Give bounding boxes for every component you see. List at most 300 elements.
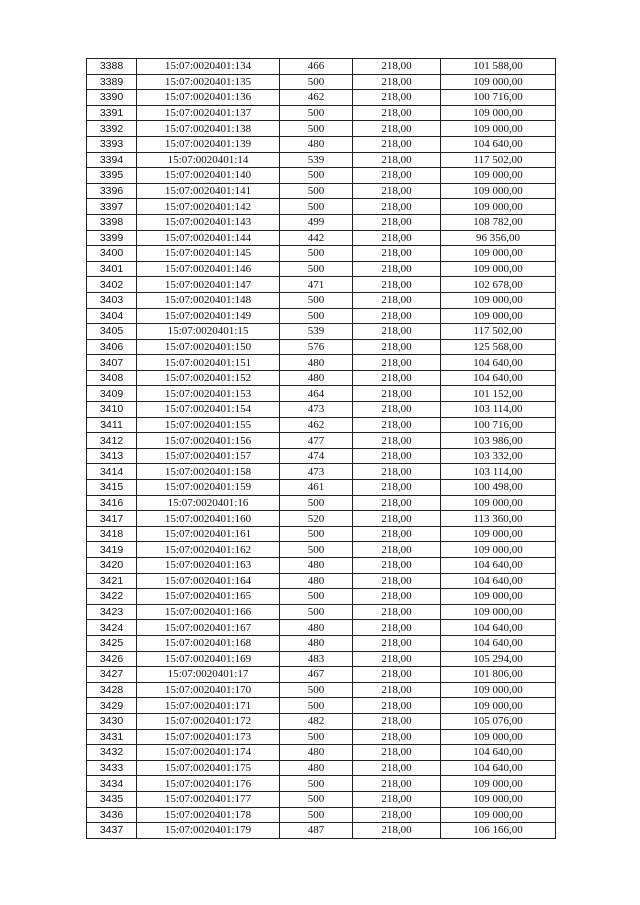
cadastral-number-cell: 15:07:0020401:138	[137, 121, 280, 137]
table-row	[87, 791, 556, 807]
row-number-cell: 3432	[87, 745, 137, 761]
amount-cell: 106 166,00	[441, 823, 556, 839]
row-number-cell: 3402	[87, 277, 137, 293]
cadastral-number-cell: 15:07:0020401:134	[137, 59, 280, 75]
area-cell: 466	[280, 59, 353, 75]
row-number-cell: 3422	[87, 589, 137, 605]
row-number-cell: 3412	[87, 433, 137, 449]
area-cell: 480	[280, 745, 353, 761]
table-row	[87, 729, 556, 745]
cadastral-number-cell: 15:07:0020401:171	[137, 698, 280, 714]
row-number-cell: 3429	[87, 698, 137, 714]
cadastral-number-cell: 15:07:0020401:167	[137, 620, 280, 636]
cadastral-number-cell: 15:07:0020401:153	[137, 386, 280, 402]
area-cell: 500	[280, 589, 353, 605]
area-cell: 462	[280, 417, 353, 433]
rate-cell: 218,00	[353, 745, 441, 761]
row-number-cell: 3390	[87, 90, 137, 106]
cadastral-number-cell: 15:07:0020401:161	[137, 526, 280, 542]
amount-cell: 109 000,00	[441, 121, 556, 137]
area-cell: 487	[280, 823, 353, 839]
area-cell: 500	[280, 121, 353, 137]
row-number-cell: 3436	[87, 807, 137, 823]
rate-cell: 218,00	[353, 370, 441, 386]
row-number-cell: 3395	[87, 168, 137, 184]
area-cell: 480	[280, 370, 353, 386]
area-cell: 500	[280, 807, 353, 823]
row-number-cell: 3418	[87, 526, 137, 542]
row-number-cell: 3394	[87, 152, 137, 168]
amount-cell: 105 294,00	[441, 651, 556, 667]
row-number-cell: 3409	[87, 386, 137, 402]
table-row	[87, 511, 556, 527]
table-row	[87, 604, 556, 620]
area-cell: 480	[280, 136, 353, 152]
table-row	[87, 682, 556, 698]
cadastral-number-cell: 15:07:0020401:15	[137, 324, 280, 340]
rate-cell: 218,00	[353, 480, 441, 496]
area-cell: 473	[280, 402, 353, 418]
table-row	[87, 698, 556, 714]
table-row	[87, 261, 556, 277]
table-row	[87, 480, 556, 496]
area-cell: 500	[280, 604, 353, 620]
area-cell: 474	[280, 448, 353, 464]
rate-cell: 218,00	[353, 199, 441, 215]
rate-cell: 218,00	[353, 214, 441, 230]
table-row	[87, 246, 556, 262]
area-cell: 464	[280, 386, 353, 402]
row-number-cell: 3392	[87, 121, 137, 137]
row-number-cell: 3425	[87, 635, 137, 651]
table-row	[87, 355, 556, 371]
row-number-cell: 3428	[87, 682, 137, 698]
rate-cell: 218,00	[353, 760, 441, 776]
area-cell: 480	[280, 573, 353, 589]
area-cell: 539	[280, 152, 353, 168]
area-cell: 500	[280, 168, 353, 184]
rate-cell: 218,00	[353, 495, 441, 511]
amount-cell: 109 000,00	[441, 495, 556, 511]
amount-cell: 109 000,00	[441, 74, 556, 90]
cadastral-number-cell: 15:07:0020401:148	[137, 292, 280, 308]
cadastral-number-cell: 15:07:0020401:163	[137, 558, 280, 574]
cadastral-number-cell: 15:07:0020401:170	[137, 682, 280, 698]
table-row	[87, 558, 556, 574]
row-number-cell: 3424	[87, 620, 137, 636]
amount-cell: 117 502,00	[441, 324, 556, 340]
table-row	[87, 417, 556, 433]
table-row	[87, 168, 556, 184]
cadastral-number-cell: 15:07:0020401:159	[137, 480, 280, 496]
rate-cell: 218,00	[353, 105, 441, 121]
area-cell: 499	[280, 214, 353, 230]
rate-cell: 218,00	[353, 589, 441, 605]
row-number-cell: 3408	[87, 370, 137, 386]
table-row	[87, 713, 556, 729]
table-row	[87, 776, 556, 792]
cadastral-number-cell: 15:07:0020401:166	[137, 604, 280, 620]
row-number-cell: 3389	[87, 74, 137, 90]
table-row	[87, 651, 556, 667]
cadastral-number-cell: 15:07:0020401:146	[137, 261, 280, 277]
area-cell: 500	[280, 74, 353, 90]
rate-cell: 218,00	[353, 698, 441, 714]
amount-cell: 113 360,00	[441, 511, 556, 527]
amount-cell: 109 000,00	[441, 542, 556, 558]
amount-cell: 101 152,00	[441, 386, 556, 402]
rate-cell: 218,00	[353, 355, 441, 371]
table-row	[87, 526, 556, 542]
rate-cell: 218,00	[353, 682, 441, 698]
table-row	[87, 760, 556, 776]
amount-cell: 104 640,00	[441, 558, 556, 574]
amount-cell: 109 000,00	[441, 682, 556, 698]
row-number-cell: 3406	[87, 339, 137, 355]
amount-cell: 109 000,00	[441, 246, 556, 262]
row-number-cell: 3434	[87, 776, 137, 792]
area-cell: 473	[280, 464, 353, 480]
cadastral-number-cell: 15:07:0020401:152	[137, 370, 280, 386]
cadastral-number-cell: 15:07:0020401:151	[137, 355, 280, 371]
rate-cell: 218,00	[353, 74, 441, 90]
amount-cell: 109 000,00	[441, 776, 556, 792]
rate-cell: 218,00	[353, 776, 441, 792]
amount-cell: 109 000,00	[441, 526, 556, 542]
amount-cell: 109 000,00	[441, 604, 556, 620]
amount-cell: 109 000,00	[441, 807, 556, 823]
rate-cell: 218,00	[353, 823, 441, 839]
rate-cell: 218,00	[353, 183, 441, 199]
table-row	[87, 199, 556, 215]
amount-cell: 117 502,00	[441, 152, 556, 168]
table-row	[87, 807, 556, 823]
table-row	[87, 495, 556, 511]
table-row	[87, 183, 556, 199]
amount-cell: 109 000,00	[441, 698, 556, 714]
amount-cell: 109 000,00	[441, 261, 556, 277]
cadastral-number-cell: 15:07:0020401:150	[137, 339, 280, 355]
amount-cell: 104 640,00	[441, 370, 556, 386]
amount-cell: 104 640,00	[441, 620, 556, 636]
table-row	[87, 620, 556, 636]
table-row	[87, 74, 556, 90]
table-row	[87, 90, 556, 106]
table-row	[87, 59, 556, 75]
amount-cell: 103 114,00	[441, 464, 556, 480]
cadastral-number-cell: 15:07:0020401:179	[137, 823, 280, 839]
cadastral-number-cell: 15:07:0020401:172	[137, 713, 280, 729]
rate-cell: 218,00	[353, 136, 441, 152]
area-cell: 480	[280, 635, 353, 651]
cadastral-number-cell: 15:07:0020401:176	[137, 776, 280, 792]
area-cell: 500	[280, 105, 353, 121]
cadastral-number-cell: 15:07:0020401:149	[137, 308, 280, 324]
area-cell: 442	[280, 230, 353, 246]
table-row	[87, 214, 556, 230]
table-row	[87, 589, 556, 605]
area-cell: 500	[280, 791, 353, 807]
cadastral-number-cell: 15:07:0020401:143	[137, 214, 280, 230]
cadastral-number-cell: 15:07:0020401:144	[137, 230, 280, 246]
table-row	[87, 277, 556, 293]
area-cell: 500	[280, 199, 353, 215]
cadastral-number-cell: 15:07:0020401:162	[137, 542, 280, 558]
row-number-cell: 3404	[87, 308, 137, 324]
cadastral-number-cell: 15:07:0020401:17	[137, 667, 280, 683]
amount-cell: 96 356,00	[441, 230, 556, 246]
area-cell: 500	[280, 261, 353, 277]
row-number-cell: 3416	[87, 495, 137, 511]
area-cell: 480	[280, 355, 353, 371]
rate-cell: 218,00	[353, 417, 441, 433]
area-cell: 500	[280, 776, 353, 792]
table-row	[87, 667, 556, 683]
amount-cell: 103 332,00	[441, 448, 556, 464]
rate-cell: 218,00	[353, 620, 441, 636]
amount-cell: 103 986,00	[441, 433, 556, 449]
area-cell: 576	[280, 339, 353, 355]
rate-cell: 218,00	[353, 168, 441, 184]
area-cell: 500	[280, 308, 353, 324]
rate-cell: 218,00	[353, 277, 441, 293]
area-cell: 500	[280, 495, 353, 511]
table-row	[87, 464, 556, 480]
cadastral-number-cell: 15:07:0020401:142	[137, 199, 280, 215]
row-number-cell: 3400	[87, 246, 137, 262]
area-cell: 520	[280, 511, 353, 527]
row-number-cell: 3426	[87, 651, 137, 667]
cadastral-number-cell: 15:07:0020401:158	[137, 464, 280, 480]
rate-cell: 218,00	[353, 651, 441, 667]
table-row	[87, 308, 556, 324]
amount-cell: 103 114,00	[441, 402, 556, 418]
table-row	[87, 386, 556, 402]
amount-cell: 104 640,00	[441, 573, 556, 589]
rate-cell: 218,00	[353, 324, 441, 340]
rate-cell: 218,00	[353, 791, 441, 807]
amount-cell: 109 000,00	[441, 168, 556, 184]
area-cell: 483	[280, 651, 353, 667]
area-cell: 461	[280, 480, 353, 496]
cadastral-number-cell: 15:07:0020401:174	[137, 745, 280, 761]
table-row	[87, 370, 556, 386]
row-number-cell: 3403	[87, 292, 137, 308]
cadastral-number-cell: 15:07:0020401:137	[137, 105, 280, 121]
row-number-cell: 3413	[87, 448, 137, 464]
row-number-cell: 3435	[87, 791, 137, 807]
table-row	[87, 448, 556, 464]
table-row	[87, 823, 556, 839]
cadastral-number-cell: 15:07:0020401:169	[137, 651, 280, 667]
area-cell: 467	[280, 667, 353, 683]
rate-cell: 218,00	[353, 292, 441, 308]
area-cell: 539	[280, 324, 353, 340]
row-number-cell: 3423	[87, 604, 137, 620]
rate-cell: 218,00	[353, 261, 441, 277]
row-number-cell: 3405	[87, 324, 137, 340]
rate-cell: 218,00	[353, 90, 441, 106]
area-cell: 500	[280, 682, 353, 698]
table-row	[87, 745, 556, 761]
amount-cell: 104 640,00	[441, 136, 556, 152]
row-number-cell: 3410	[87, 402, 137, 418]
amount-cell: 109 000,00	[441, 199, 556, 215]
area-cell: 480	[280, 760, 353, 776]
cadastral-number-cell: 15:07:0020401:178	[137, 807, 280, 823]
row-number-cell: 3399	[87, 230, 137, 246]
cadastral-number-cell: 15:07:0020401:173	[137, 729, 280, 745]
rate-cell: 218,00	[353, 386, 441, 402]
cadastral-number-cell: 15:07:0020401:165	[137, 589, 280, 605]
rate-cell: 218,00	[353, 558, 441, 574]
records-table	[86, 58, 556, 839]
rate-cell: 218,00	[353, 511, 441, 527]
area-cell: 480	[280, 558, 353, 574]
rate-cell: 218,00	[353, 635, 441, 651]
rate-cell: 218,00	[353, 339, 441, 355]
rate-cell: 218,00	[353, 713, 441, 729]
table-row	[87, 542, 556, 558]
amount-cell: 104 640,00	[441, 635, 556, 651]
rate-cell: 218,00	[353, 59, 441, 75]
row-number-cell: 3433	[87, 760, 137, 776]
cadastral-number-cell: 15:07:0020401:175	[137, 760, 280, 776]
table-row	[87, 121, 556, 137]
cadastral-number-cell: 15:07:0020401:147	[137, 277, 280, 293]
cadastral-number-cell: 15:07:0020401:168	[137, 635, 280, 651]
cadastral-number-cell: 15:07:0020401:160	[137, 511, 280, 527]
row-number-cell: 3388	[87, 59, 137, 75]
table-row	[87, 573, 556, 589]
rate-cell: 218,00	[353, 402, 441, 418]
rate-cell: 218,00	[353, 526, 441, 542]
cadastral-number-cell: 15:07:0020401:16	[137, 495, 280, 511]
table-row	[87, 339, 556, 355]
table-row	[87, 635, 556, 651]
area-cell: 500	[280, 729, 353, 745]
amount-cell: 109 000,00	[441, 589, 556, 605]
cadastral-number-cell: 15:07:0020401:154	[137, 402, 280, 418]
row-number-cell: 3421	[87, 573, 137, 589]
rate-cell: 218,00	[353, 230, 441, 246]
amount-cell: 101 806,00	[441, 667, 556, 683]
table-row	[87, 402, 556, 418]
row-number-cell: 3401	[87, 261, 137, 277]
cadastral-number-cell: 15:07:0020401:141	[137, 183, 280, 199]
amount-cell: 109 000,00	[441, 308, 556, 324]
table-row	[87, 230, 556, 246]
amount-cell: 104 640,00	[441, 745, 556, 761]
cadastral-number-cell: 15:07:0020401:157	[137, 448, 280, 464]
row-number-cell: 3415	[87, 480, 137, 496]
area-cell: 480	[280, 620, 353, 636]
amount-cell: 109 000,00	[441, 105, 556, 121]
area-cell: 500	[280, 246, 353, 262]
table-row	[87, 136, 556, 152]
records-table-body	[87, 59, 556, 839]
amount-cell: 109 000,00	[441, 183, 556, 199]
area-cell: 500	[280, 292, 353, 308]
rate-cell: 218,00	[353, 729, 441, 745]
row-number-cell: 3411	[87, 417, 137, 433]
table-row	[87, 152, 556, 168]
row-number-cell: 3391	[87, 105, 137, 121]
cadastral-number-cell: 15:07:0020401:164	[137, 573, 280, 589]
cadastral-number-cell: 15:07:0020401:139	[137, 136, 280, 152]
rate-cell: 218,00	[353, 667, 441, 683]
amount-cell: 104 640,00	[441, 760, 556, 776]
rate-cell: 218,00	[353, 246, 441, 262]
table-row	[87, 292, 556, 308]
rate-cell: 218,00	[353, 807, 441, 823]
row-number-cell: 3417	[87, 511, 137, 527]
amount-cell: 104 640,00	[441, 355, 556, 371]
amount-cell: 102 678,00	[441, 277, 556, 293]
row-number-cell: 3430	[87, 713, 137, 729]
amount-cell: 100 498,00	[441, 480, 556, 496]
row-number-cell: 3398	[87, 214, 137, 230]
row-number-cell: 3420	[87, 558, 137, 574]
area-cell: 500	[280, 542, 353, 558]
row-number-cell: 3427	[87, 667, 137, 683]
amount-cell: 109 000,00	[441, 791, 556, 807]
rate-cell: 218,00	[353, 464, 441, 480]
row-number-cell: 3437	[87, 823, 137, 839]
area-cell: 500	[280, 526, 353, 542]
rate-cell: 218,00	[353, 604, 441, 620]
row-number-cell: 3419	[87, 542, 137, 558]
area-cell: 477	[280, 433, 353, 449]
rate-cell: 218,00	[353, 448, 441, 464]
rate-cell: 218,00	[353, 433, 441, 449]
amount-cell: 108 782,00	[441, 214, 556, 230]
cadastral-number-cell: 15:07:0020401:136	[137, 90, 280, 106]
cadastral-number-cell: 15:07:0020401:156	[137, 433, 280, 449]
row-number-cell: 3393	[87, 136, 137, 152]
table-row	[87, 433, 556, 449]
row-number-cell: 3431	[87, 729, 137, 745]
amount-cell: 125 568,00	[441, 339, 556, 355]
cadastral-number-cell: 15:07:0020401:177	[137, 791, 280, 807]
amount-cell: 105 076,00	[441, 713, 556, 729]
amount-cell: 101 588,00	[441, 59, 556, 75]
area-cell: 482	[280, 713, 353, 729]
cadastral-number-cell: 15:07:0020401:135	[137, 74, 280, 90]
rate-cell: 218,00	[353, 121, 441, 137]
area-cell: 462	[280, 90, 353, 106]
cadastral-number-cell: 15:07:0020401:140	[137, 168, 280, 184]
rate-cell: 218,00	[353, 308, 441, 324]
area-cell: 471	[280, 277, 353, 293]
amount-cell: 100 716,00	[441, 417, 556, 433]
area-cell: 500	[280, 183, 353, 199]
area-cell: 500	[280, 698, 353, 714]
row-number-cell: 3407	[87, 355, 137, 371]
rate-cell: 218,00	[353, 542, 441, 558]
cadastral-number-cell: 15:07:0020401:145	[137, 246, 280, 262]
table-row	[87, 324, 556, 340]
row-number-cell: 3396	[87, 183, 137, 199]
cadastral-number-cell: 15:07:0020401:14	[137, 152, 280, 168]
cadastral-number-cell: 15:07:0020401:155	[137, 417, 280, 433]
rate-cell: 218,00	[353, 573, 441, 589]
amount-cell: 100 716,00	[441, 90, 556, 106]
row-number-cell: 3414	[87, 464, 137, 480]
table-row	[87, 105, 556, 121]
amount-cell: 109 000,00	[441, 292, 556, 308]
row-number-cell: 3397	[87, 199, 137, 215]
